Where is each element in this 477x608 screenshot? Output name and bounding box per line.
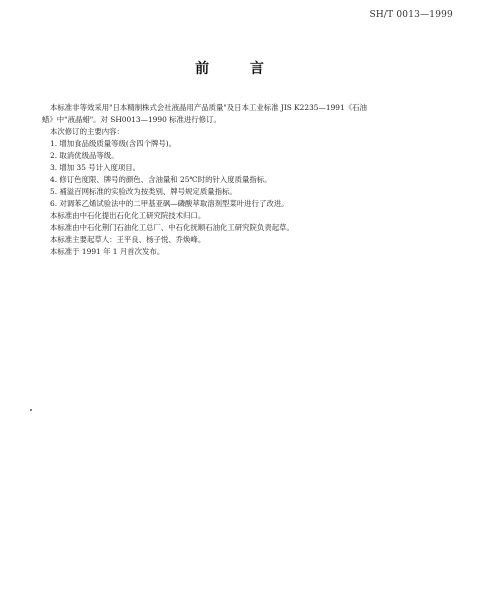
paragraph-drafters: 本标准主要起草人：王平良、杨子悦、乔焕峰。 bbox=[50, 235, 206, 244]
paragraph-intro-line2: 蜡》中"液晶蜡"。对 SH0013—1990 标准进行修订。 bbox=[42, 115, 221, 124]
list-item-2: 2. 取消优级品等级。 bbox=[50, 151, 119, 160]
paragraph-drafting-units: 本标准由中石化荆门石油化工总厂、中石化抚顺石油化工研究院负责起草。 bbox=[50, 223, 294, 232]
standard-number: SH/T 0013—1999 bbox=[369, 10, 453, 20]
foreword-title: 前 言 bbox=[195, 61, 282, 77]
paragraph-first-issue: 本标准于 1991 年 1 月首次发布。 bbox=[50, 247, 165, 256]
list-item-3: 3. 增加 35 号计入度项目。 bbox=[50, 163, 141, 172]
foreword-body bbox=[42, 102, 442, 258]
list-item-4: 4. 修订色度限、牌号的颜色、含油量和 25℃时的针入度质量指标。 bbox=[50, 175, 272, 184]
scan-speck bbox=[30, 409, 32, 411]
list-item-5: 5. 補溢百网标准的实验改为按类别、牌号规定质量指标。 bbox=[50, 187, 237, 196]
list-item-6: 6. 对调苯乙烯试验法中的二甲基亚砜—磷酸萃取溶剂型菜叶进行了改进。 bbox=[50, 199, 289, 208]
list-item-1: 1. 增加食品级质量等级(含四个牌号)。 bbox=[50, 139, 177, 148]
paragraph-proposer: 本标准由中石化提出石化化工研究院技术归口。 bbox=[50, 211, 206, 220]
paragraph-intro-line1: 本标准非等效采用"日本精制株式会社液晶用产品质量"及日本工业标准 JIS K2235—1991《石油 bbox=[50, 103, 367, 112]
paragraph-revision-heading: 本次修订的主要内容： bbox=[50, 127, 124, 136]
